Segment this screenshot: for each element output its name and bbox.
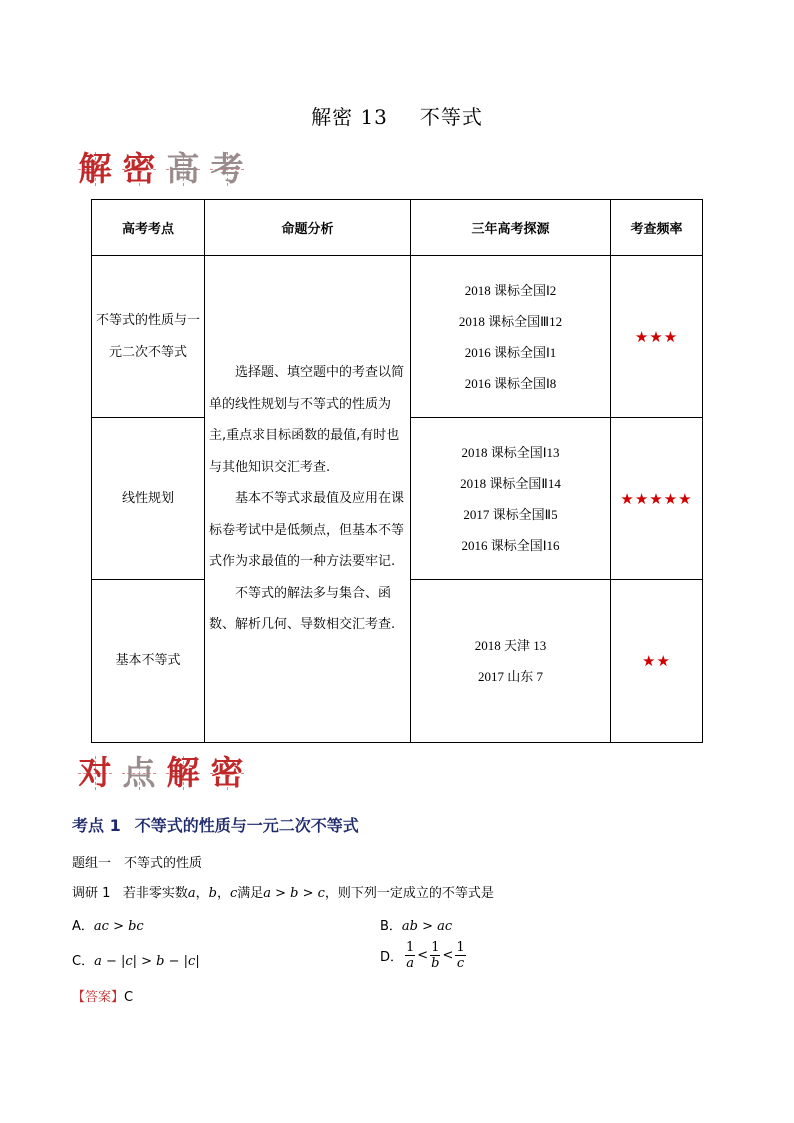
analysis-paragraph: 不等式的解法多与集合、函数、解析几何、导数相交汇考查. [209, 585, 396, 633]
source-list [411, 580, 611, 743]
option-letter: D． [380, 950, 404, 965]
option-letter: C． [72, 954, 95, 969]
question-label: 调研 1 [72, 886, 111, 901]
table-row [92, 256, 703, 418]
header-analysis: 命题分析 [205, 200, 411, 256]
section-label: 考点 1 [72, 816, 121, 835]
source-item: 2018 课标全国Ⅰ13 [461, 444, 560, 460]
frequency-stars: ★★★ [611, 256, 703, 418]
option-c[interactable] [72, 950, 200, 969]
answer-label: 【答案】 [72, 990, 125, 1005]
banner-char: 点 [122, 753, 156, 792]
question-stem: 调研 1 若非零实数a，b，c满足a > b > c，则下列一定成立的不等式是 [72, 886, 494, 901]
math-var: c [229, 886, 238, 901]
option-b[interactable] [380, 915, 452, 934]
math-var: b [208, 886, 217, 901]
answer-line [72, 986, 133, 1005]
exam-point: 不等式的性质与一元二次不等式 [92, 256, 205, 418]
question-group-label: 题组一 不等式的性质 [72, 856, 203, 871]
option-d[interactable]: D． $\frac{1}{a}$ < $\frac{1}{b}$ < $\frac{1}{c}$ [380, 940, 465, 971]
banner-char: 解 [166, 753, 200, 792]
table-header-row [92, 200, 703, 256]
analysis-cell [205, 256, 411, 743]
section-heading [72, 813, 359, 836]
option-letter: A． [72, 919, 94, 934]
fraction: $\frac{1}{b}$ [431, 940, 440, 971]
analysis-paragraph: 选择题、填空题中的考查以简单的线性规划与不等式的性质为主,重点求目标函数的最值,有时也与其他知识交汇考查. [209, 365, 405, 475]
source-item: 2017 课标全国Ⅱ5 [463, 506, 558, 522]
title-prefix: 解密 13 [311, 105, 388, 129]
math-var: a [187, 886, 196, 901]
question-text: ，则下列一定成立的不等式是 [324, 886, 494, 901]
title-topic: 不等式 [419, 105, 483, 129]
exam-point: 基本不等式 [92, 580, 205, 743]
header-sources: 三年高考探源 [411, 200, 611, 256]
banner-char: 考 [210, 149, 244, 188]
page-title [0, 101, 794, 130]
option-expr: a − |c| > b − |c| [94, 954, 200, 969]
source-item: 2016 课标全国Ⅰ1 [464, 344, 557, 360]
source-item: 2016 课标全国Ⅰ16 [461, 537, 560, 553]
math-condition: a > b > c [263, 886, 325, 901]
answer-value: C [124, 990, 134, 1005]
banner-targeted-decode [76, 752, 252, 792]
exam-analysis-table [91, 199, 703, 743]
option-a[interactable] [72, 915, 144, 934]
banner-char: 密 [122, 149, 156, 188]
banner-char: 高 [166, 149, 200, 188]
question-text: 若非零实数 [122, 886, 188, 901]
source-item: 2018 课标全国Ⅲ12 [458, 313, 563, 329]
source-item: 2018 天津 13 [474, 638, 547, 653]
source-item: 2018 课标全国Ⅱ14 [460, 475, 561, 491]
banner-decode-exam [76, 148, 252, 188]
option-letter: B． [380, 919, 402, 934]
header-frequency: 考查频率 [611, 200, 703, 256]
exam-point: 线性规划 [92, 418, 205, 580]
section-title: 不等式的性质与一元二次不等式 [134, 816, 359, 835]
option-expr: ab > ac [401, 919, 453, 934]
fraction: $\frac{1}{a}$ [406, 940, 415, 971]
source-item: 2017 山东 7 [477, 669, 543, 684]
source-item: 2018 课标全国Ⅰ2 [464, 282, 557, 298]
source-list [411, 418, 611, 580]
source-item: 2016 课标全国Ⅰ8 [464, 375, 557, 391]
source-list [411, 256, 611, 418]
header-exam-point: 高考考点 [92, 200, 205, 256]
analysis-paragraph: 基本不等式求最值及应用在课标卷考试中是低频点，但基本不等式作为求最值的一种方法要牢记. [209, 491, 405, 570]
fraction: $\frac{1}{c}$ [456, 940, 465, 971]
banner-char: 解 [78, 149, 112, 188]
frequency-stars: ★★★★★ [611, 418, 703, 580]
banner-char: 对 [78, 753, 112, 792]
banner-char: 密 [210, 753, 244, 792]
option-expr: ac > bc [93, 919, 144, 934]
frequency-stars: ★★ [611, 580, 703, 743]
